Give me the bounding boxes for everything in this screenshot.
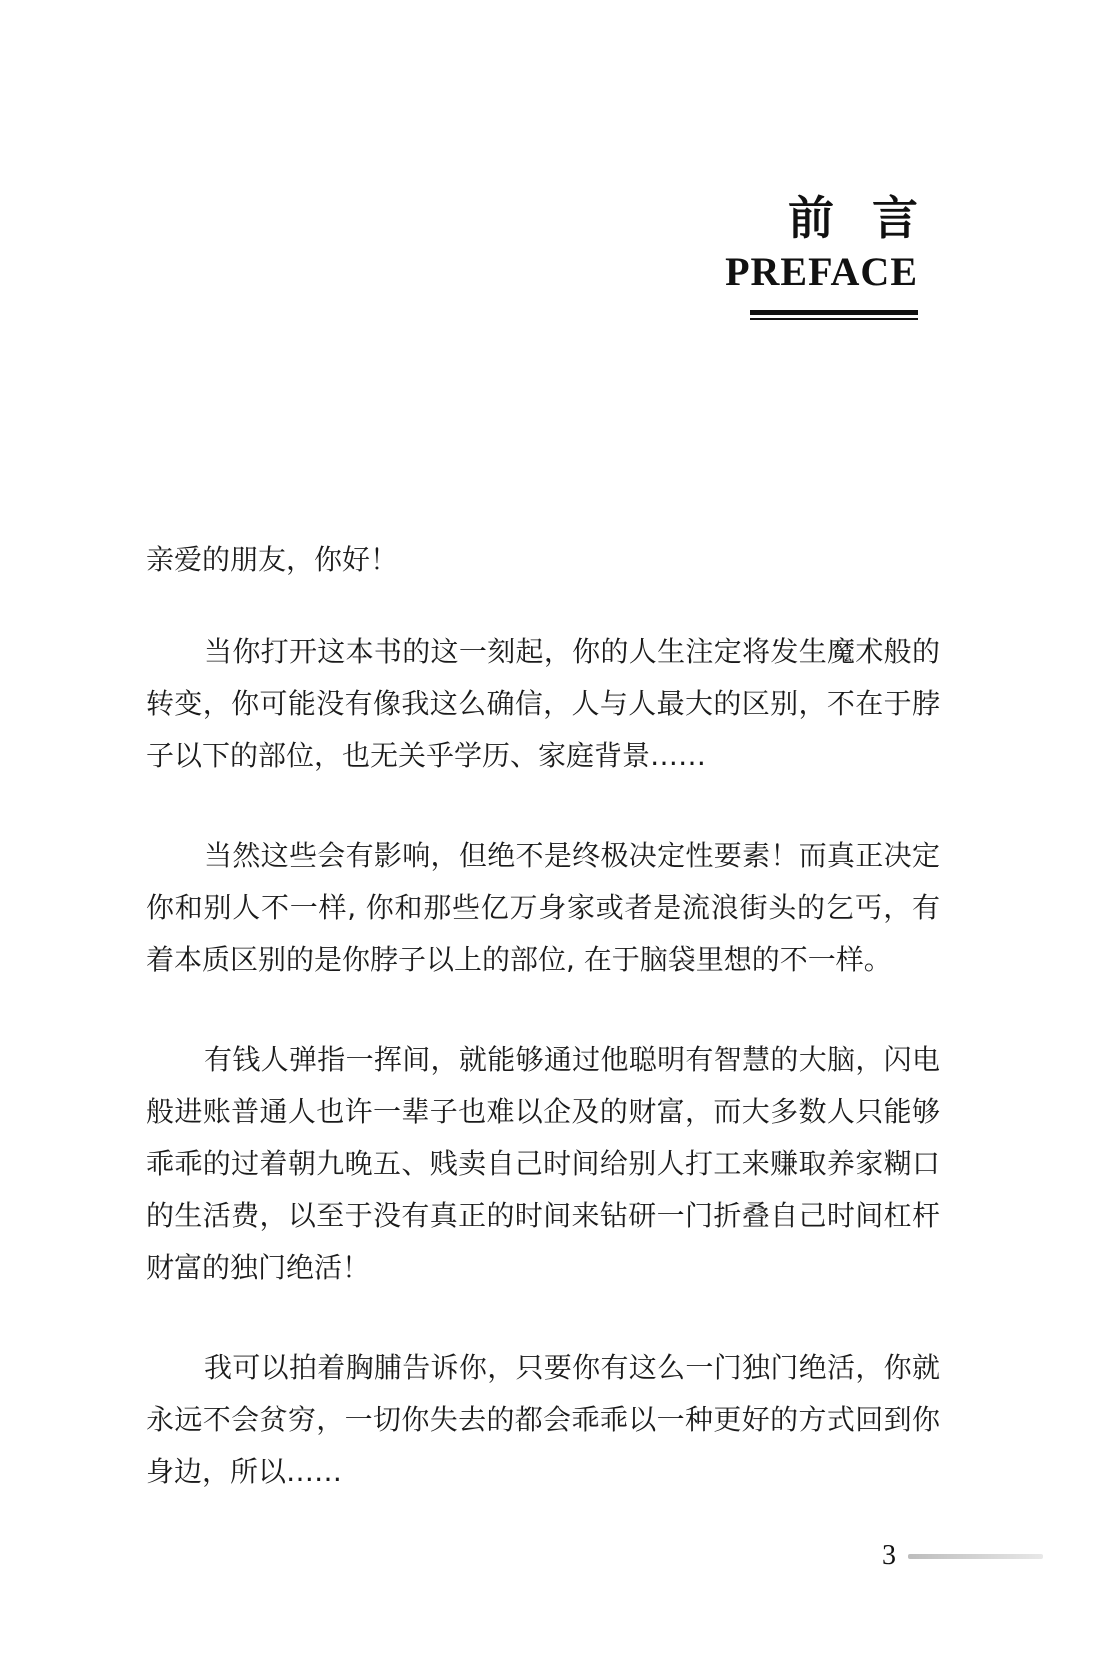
page-footer: [882, 1540, 1043, 1572]
preface-body: [146, 534, 940, 1546]
title-underline: [750, 310, 918, 320]
page-number: 3: [882, 1540, 896, 1571]
chapter-title-english: PREFACE: [725, 249, 918, 294]
footer-decorative-bar: [908, 1554, 1043, 1559]
paragraph-3: 有钱人弹指一挥间，就能够通过他聪明有智慧的大脑，闪电般进账普通人也许一辈子也难以企及的财富，而大多数人只能够乖乖的过着朝九晚五、贱卖自己时间给别人打工来赚取养家糊口的生活费，以至于没有真正的时间来钻研一门折叠自己时间杠杆财富的独门绝活！: [146, 1043, 940, 1284]
paragraph-2: 当然这些会有影响，但绝不是终极决定性要素！而真正决定你和别人不一样, 你和那些亿万身家或者是流浪街头的乞丐，有着本质区别的是你脖子以上的部位, 在于脑袋里想的不一样。: [146, 839, 940, 976]
paragraph-1: 当你打开这本书的这一刻起，你的人生注定将发生魔术般的转变，你可能没有像我这么确信，人与人最大的区别，不在于脖子以下的部位，也无关乎学历、家庭背景……: [146, 635, 940, 772]
paragraph-4: 我可以拍着胸脯告诉你，只要你有这么一门独门绝活，你就永远不会贫穷，一切你失去的都会乖乖以一种更好的方式回到你身边，所以……: [146, 1351, 940, 1488]
underline-thin-rule: [750, 318, 918, 320]
chapter-title-chinese: 前言: [788, 191, 956, 245]
greeting-line: 亲爱的朋友，你好！: [146, 543, 399, 576]
chapter-header: [725, 190, 956, 320]
